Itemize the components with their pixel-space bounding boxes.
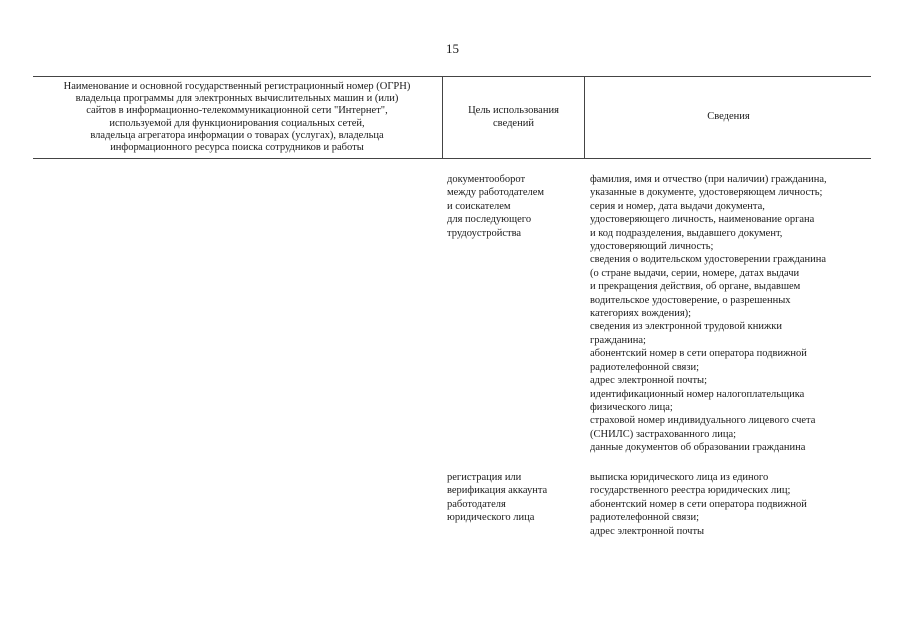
purpose-line: и соискателем [447,200,511,212]
details-line: удостоверяющего личность, наименование органа [590,214,815,226]
details-line: государственного реестра юридических лиц; [590,485,791,497]
details-line: физического лица; [590,401,673,413]
details-line: адрес электронной почты [590,525,705,537]
details-line: сведения из электронной трудовой книжки [590,321,782,333]
details-line: гражданина; [590,334,646,346]
purpose-line: верификация аккаунта [447,485,548,497]
details-line: фамилия, имя и отчество (при наличии) гражданина, [590,174,827,185]
header-owner [33,77,441,158]
header-owner-line: сайтов в информационно-телекоммуникационной сети "Интернет", [86,105,388,117]
details-line: адрес электронной почты; [590,375,708,387]
purpose-line: документооборот [447,174,526,185]
details-line: радиотелефонной связи; [590,361,700,373]
details-line: удостоверяющий личность; [590,241,714,253]
purpose-cell [447,471,582,525]
details-line: (о стране выдачи, серии, номере, датах выдачи [590,267,800,279]
purpose-line: трудоустройства [447,227,522,239]
header-owner-line: информационного ресурса поиска сотрудников и работы [110,141,364,153]
header-purpose-line: сведений [493,117,534,129]
purpose-line: юридического лица [447,512,535,524]
details-line: идентификационный номер налогоплательщика [590,388,805,400]
details-line: (СНИЛС) застрахованного лица; [590,428,737,440]
purpose-cell [447,173,582,240]
purpose-line: работодателя [447,498,506,510]
details-line: страховой номер индивидуального лицевого счета [590,415,816,427]
header-details-line: Сведения [707,111,750,123]
header-details [584,77,872,158]
details-line: абонентский номер в сети оператора подвижной [590,498,807,510]
details-line: радиотелефонной связи; [590,512,700,524]
details-line: и прекращения действия, об органе, выдавшем [590,281,801,293]
header-owner-line: используемой для функционирования социальных сетей, [109,117,365,129]
details-line: сведения о водительском удостоверении гражданина [590,254,827,266]
details-line: абонентский номер в сети оператора подвижной [590,348,807,360]
header-owner-line: владельца программы для электронных вычислительных машин и (или) [75,93,399,105]
details-line: категориях вождения); [590,308,692,320]
details-cell [590,471,871,538]
header-purpose-text [468,105,559,129]
header-purpose-line: Цель использования [468,105,559,117]
purpose-line: для последующего [447,214,532,226]
details-line: водительское удостоверение, о разрешенных [590,294,791,306]
details-line: выписка юридического лица из единого [590,472,769,483]
table-header [33,76,871,159]
header-owner-line: Наименование и основной государственный регистрационный номер (ОГРН) [63,80,411,92]
data-table [33,76,871,537]
details-line: указанные в документе, удостоверяющем личность; [590,187,823,199]
details-line: серия и номер, дата выдачи документа, [590,200,765,212]
details-line: данные документов об образовании гражданина [590,442,806,454]
header-owner-text [64,81,411,154]
details-cell [590,173,871,455]
header-purpose [442,77,584,158]
purpose-line: регистрация или [447,472,522,483]
details-line: и код подразделения, выдавшего документ, [590,227,783,239]
page-number: 15 [446,41,459,56]
purpose-line: между работодателем [447,187,545,199]
header-owner-line: владельца агрегатора информации о товарах (услугах), владельца [90,129,384,141]
